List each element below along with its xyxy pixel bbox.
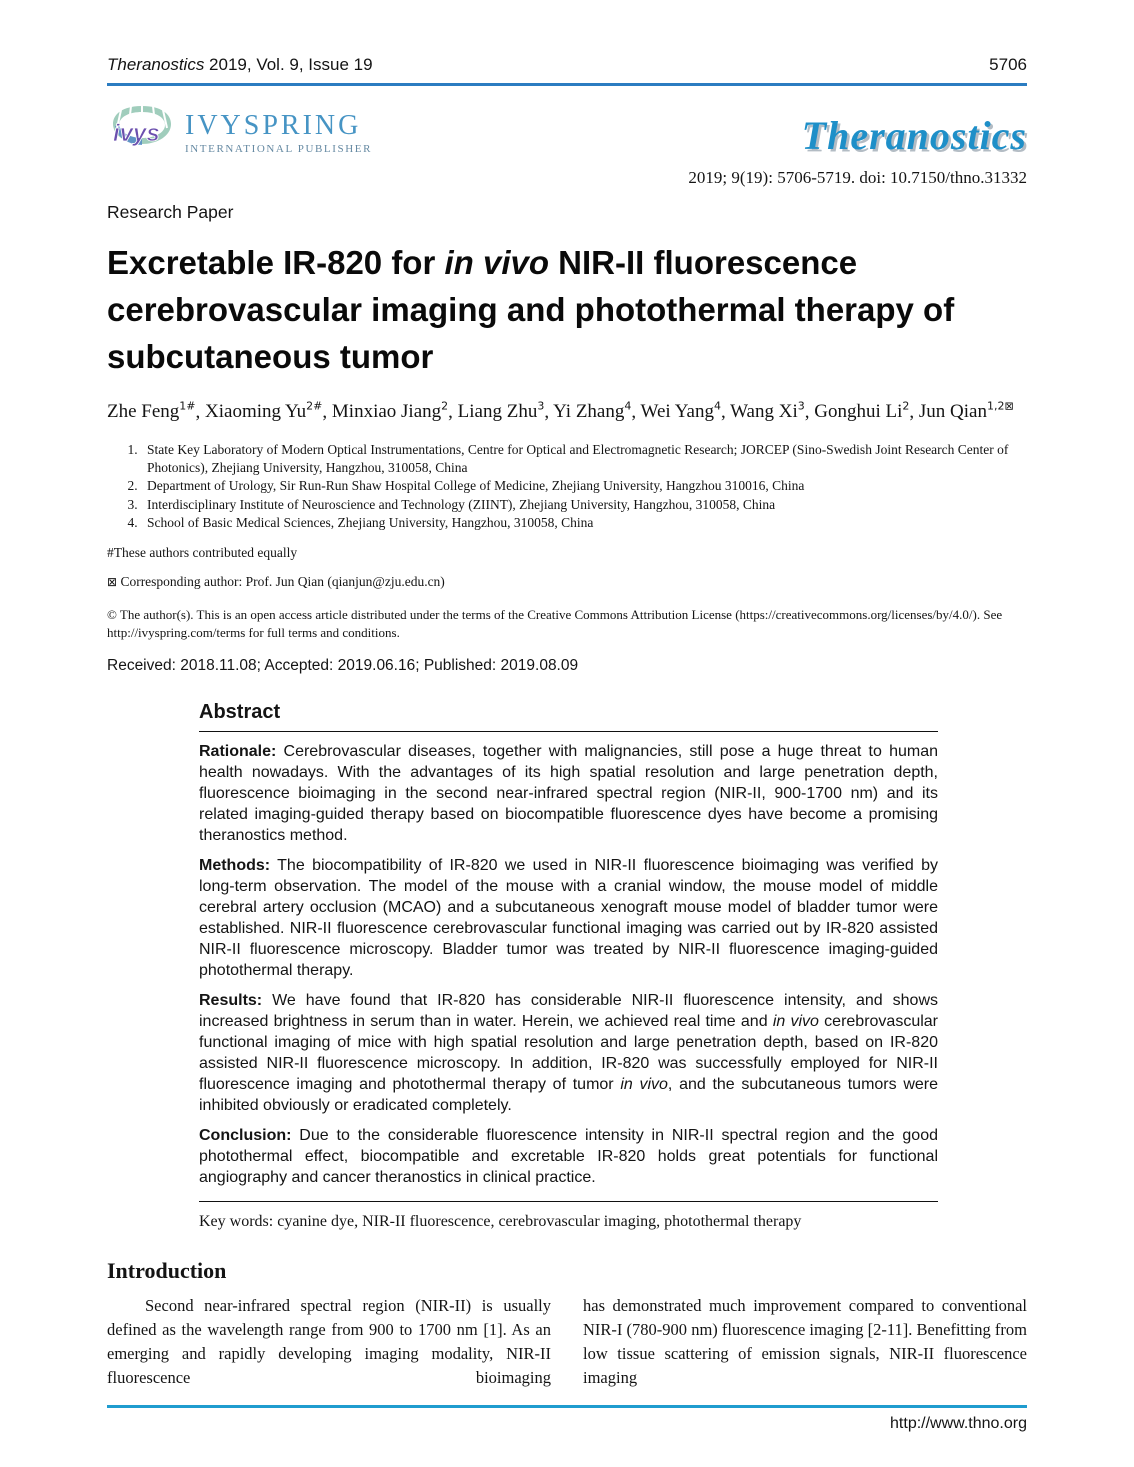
publisher-subtitle: INTERNATIONAL PUBLISHER — [185, 142, 373, 155]
title-part-3: NIR-II fluorescence cerebrovascular imaging and photothermal therapy of subcutaneous tumor — [107, 244, 955, 375]
author-name: Gonghui Li$^2$ — [814, 400, 910, 423]
title-part-italic: in vivo — [444, 244, 550, 281]
footer-url-link[interactable]: http://www.thno.org — [890, 1415, 1027, 1432]
author-name: Wei Yang$^4$ — [640, 400, 721, 423]
corresponding-author-text: Corresponding author: Prof. Jun Qian (qianjun@zju.edu.cn) — [117, 573, 445, 589]
mail-icon: ⊠ — [107, 574, 118, 589]
affiliation-item: 1. State Key Laboratory of Modern Optical Instrumentations, Centre for Optical and Electromagnetic Research; JORCEP (Sino-Swedish Joint Research Center of Photonics), Zhejiang University, Hangzhou, 310058, China — [141, 441, 1027, 476]
header-rule — [107, 83, 1027, 86]
affiliation-item: 3. Interdisciplinary Institute of Neuroscience and Technology (ZIINT), Zhejiang University, Hangzhou, 310058, China — [141, 496, 1027, 514]
author-name: Jun Qian$^{1,2⊠}$ — [918, 400, 1014, 423]
affiliation-item: 4. School of Basic Medical Sciences, Zhejiang University, Hangzhou, 310058, China — [141, 514, 1027, 532]
intro-column-right: has demonstrated much improvement compared to conventional NIR-I (780-900 nm) fluorescence imaging [2-11]. Benefitting from low tissue scattering of emission signals, NIR-II fluorescence imaging — [583, 1295, 1027, 1387]
publisher-name: IVYSPRING — [185, 109, 362, 141]
abstract-paragraph: Conclusion: Due to the considerable fluorescence intensity in NIR-II spectral region and the good photothermal effect, biocompatible and excretable IR-820 holds great potentials for functional angiography and cancer theranostics in clinical practice. — [199, 1126, 938, 1186]
ivyspring-mark-text: ivys — [113, 120, 160, 147]
running-head-left — [107, 55, 373, 75]
author-name: Xiaoming $Yu^{2\#}$ — [205, 400, 323, 423]
author-name: Zhe Feng$^{1\#}$ — [107, 400, 196, 423]
article-title — [107, 239, 1027, 380]
running-head — [107, 55, 1027, 75]
logo-row — [107, 98, 1027, 188]
abstract-paragraph: Methods: The biocompatibility of IR-820 we used in NIR-II fluorescence bioimaging was verified by long-term observation. The model of the mouse with a cranial window, the mouse model of middle cerebral artery occlusion (MCAO) and a subcutaneous xenograft mouse model of bladder tumor were established. NIR-II fluorescence cerebrovascular functional imaging was carried out by IR-820 assisted NIR-II fluorescence microscopy. Bladder tumor was treated by NIR-II fluorescence imaging-guided photothermal therapy. — [199, 856, 938, 979]
author-name: Yi Zhang$^4$ — [553, 400, 632, 423]
theranostics-logo: Theranostics — [801, 113, 1027, 158]
page-footer — [107, 1405, 1027, 1433]
footer-rule — [107, 1405, 1027, 1408]
page-number: 5706 — [989, 55, 1027, 74]
corresponding-author-line — [107, 574, 1027, 590]
copyright-notice: © The author(s). This is an open access article distributed under the terms of the Creative Commons Attribution License (https://creativecommons.org/licenses/by/4.0/). See http://ivyspring.com/terms for full terms and conditions. — [107, 606, 1003, 640]
author-name: Minxiao Jiang$^2$ — [331, 400, 449, 423]
introduction-heading: Introduction — [107, 1257, 227, 1283]
affiliations-list — [107, 441, 1027, 532]
ivyspring-logo — [107, 98, 372, 167]
intro-column-left: Second near-infrared spectral region (NIR-II) is usually defined as the wavelength range from 900 to 1700 nm [1]. As an emerging and rapidly developing imaging modality, NIR-II fluorescence bioimaging — [107, 1295, 551, 1387]
ivyspring-logo-text — [185, 111, 372, 155]
author-name: Wang Xi$^3$ — [730, 400, 805, 423]
authors-line: Zhe Feng$^{1\#}$, Xiaoming $Yu^{2\#}$, Minxiao Jiang$^2$, Liang Zhu$^3$, Yi Zhang$^4$, Wei Yang$^4$, Wang Xi$^3$, Gonghui Li$^2$, Jun Qian$^{1,2⊠}$ — [107, 400, 1014, 423]
title-part-1: Excretable IR-820 for — [107, 244, 445, 281]
abstract-paragraph: Rationale: Cerebrovascular diseases, together with malignancies, still pose a huge threat to human health nowadays. With the advantages of its high spatial resolution and large penetration depth, fluorescence bioimaging in the second near-infrared spectral region (NIR-II, 900-1700 nm) and its related imaging-guided therapy based on biocompatible fluorescence dyes have become a promising theranostics method. — [199, 742, 938, 844]
abstract-paragraph: Results: We have found that IR-820 has considerable NIR-II fluorescence intensity, and shows increased brightness in serum than in water. Herein, we achieved real time and in vivo cerebrovascular functional imaging of mice with high spatial resolution and large penetration depth, based on IR-820 assisted NIR-II fluorescence microscopy. In addition, IR-820 was successfully employed for NIR-II fluorescence imaging and photothermal therapy of tumor in vivo, and the subcutaneous tumors were inhibited obviously or eradicated completely. — [199, 991, 938, 1114]
keywords-line: Key words: cyanine dye, NIR-II fluorescence, cerebrovascular imaging, photothermal therapy — [199, 1212, 802, 1230]
introduction-columns — [107, 1294, 1027, 1390]
running-head-rest: 2019, Vol. 9, Issue 19 — [204, 55, 373, 74]
citation-line: 2019; 9(19): 5706-5719. doi: 10.7150/thno.31332 — [688, 168, 1027, 187]
keywords-rule — [199, 1201, 938, 1202]
affiliation-item: 2. Department of Urology, Sir Run-Run Shaw Hospital College of Medicine, Zhejiang University, Hangzhou 310016, China — [141, 477, 1027, 495]
abstract-heading: Abstract — [199, 701, 938, 732]
journal-block — [688, 114, 1027, 188]
author-name: Liang Zhu$^3$ — [457, 400, 545, 423]
abstract-sections — [199, 741, 938, 1188]
ivyspring-logo-icon — [107, 98, 177, 167]
dates-line: Received: 2018.11.08; Accepted: 2019.06.16; Published: 2019.08.09 — [107, 656, 579, 674]
abstract-section — [199, 701, 938, 1232]
equal-contribution-note: #These authors contributed equally — [107, 544, 298, 560]
article-type-label: Research Paper — [107, 202, 234, 222]
running-head-journal: Theranostics — [107, 55, 205, 74]
